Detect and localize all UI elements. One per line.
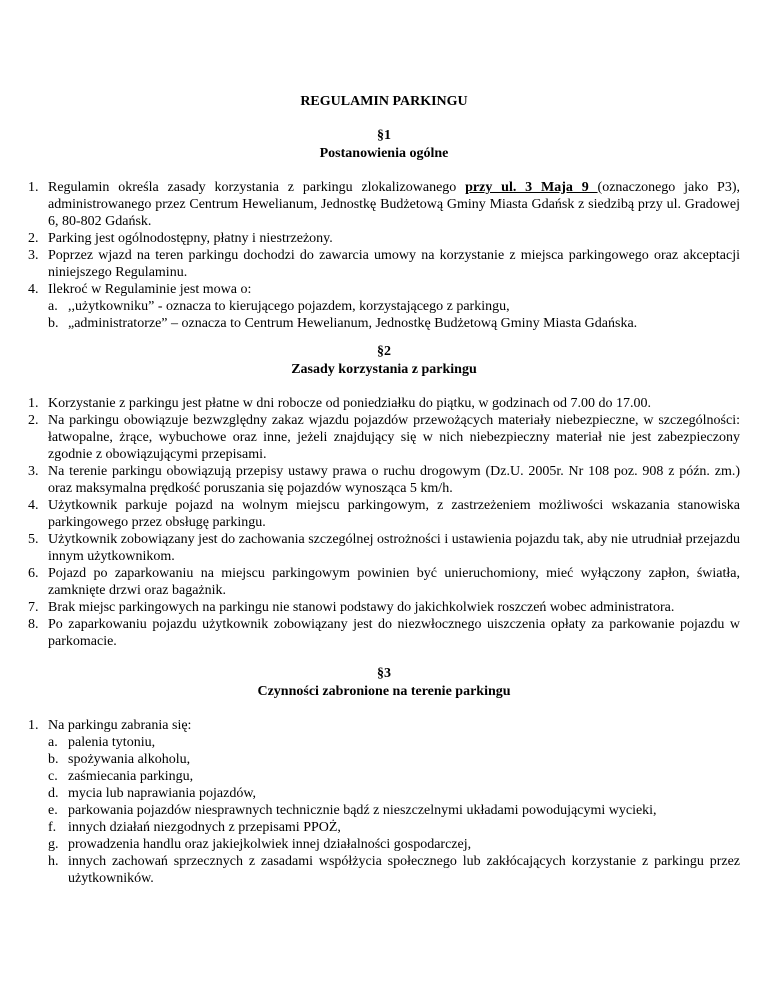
list-item <box>28 717 740 887</box>
list-item <box>28 599 740 616</box>
list-item <box>28 395 740 412</box>
item-marker: c. <box>48 769 58 784</box>
item-marker: 1. <box>28 718 39 733</box>
item-text: Ilekroć w Regulaminie jest mowa o: <box>48 282 252 297</box>
item-text: spożywania alkoholu, <box>68 752 191 767</box>
list-item <box>28 412 740 463</box>
item-text: zaśmiecania parkingu, <box>68 769 194 784</box>
item-marker: b. <box>48 752 59 767</box>
sub-list <box>48 734 740 887</box>
item-marker: 1. <box>28 396 39 411</box>
item-text: Użytkownik zobowiązany jest do zachowania szczególnej ostrożności i ustawienia pojazdu tak, aby nie utrudniał przejazdu innym użytkownikom. <box>48 532 740 564</box>
sub-list-item <box>48 751 740 768</box>
item-text: „administratorze” – oznacza to Centrum Hewelianum, Jednostkę Budżetową Gminy Miasta Gdańska. <box>68 316 638 331</box>
sub-list-item <box>48 785 740 802</box>
list-item <box>28 565 740 599</box>
sub-list-item <box>48 768 740 785</box>
sub-list-item <box>48 734 740 751</box>
section-2 <box>28 343 740 650</box>
item-marker: 8. <box>28 617 39 632</box>
item-marker: 7. <box>28 600 39 615</box>
item-marker: d. <box>48 786 59 801</box>
item-text: Po zaparkowaniu pojazdu użytkownik zobowiązany jest do niezwłocznego uiszczenia opłaty za parkowanie pojazdu w parkomacie. <box>48 617 740 649</box>
item-text: palenia tytoniu, <box>68 735 156 750</box>
item-text: Użytkownik parkuje pojazd na wolnym miejscu parkingowym, z zastrzeżeniem możliwości wskazania stanowiska parkingowego przez obsługę parkingu. <box>48 498 740 530</box>
item-text: innych działań niezgodnych z przepisami PPOŻ, <box>68 820 341 835</box>
item-marker: 2. <box>28 413 39 428</box>
item-text: mycia lub naprawiania pojazdów, <box>68 786 257 801</box>
section-heading <box>28 665 740 700</box>
item-text: Parking jest ogólnodostępny, płatny i niestrzeżony. <box>48 231 333 246</box>
item-text: Poprzez wjazd na teren parkingu dochodzi do zawarcia umowy na korzystanie z miejsca parkingowego oraz akceptacji niniejszego Regulaminu. <box>48 248 740 280</box>
item-marker: 4. <box>28 282 39 297</box>
section-title: Zasady korzystania z parkingu <box>291 362 477 377</box>
item-text: Na parkingu zabrania się: <box>48 718 192 733</box>
section-number: §1 <box>377 128 391 143</box>
item-marker: b. <box>48 316 59 331</box>
item-text: Na terenie parkingu obowiązują przepisy ustawy prawa o ruchu drogowym (Dz.U. 2005r. Nr 108 poz. 908 z późn. zm.) oraz maksymalna prędkość poruszania się pojazdów wynosząca 5 km/h. <box>48 464 740 496</box>
item-marker: 3. <box>28 464 39 479</box>
sub-list <box>48 298 740 332</box>
section-number: §2 <box>377 344 391 359</box>
section-3 <box>28 665 740 887</box>
section-heading <box>28 343 740 378</box>
item-text: (oznaczonego jako P3), administrowanego przez Centrum Hewelianum, Jednostkę Budżetową Gminy Miasta Gdańsk z siedzibą przy ul. Gradowej 6, 80-802 Gdańsk. <box>48 180 740 229</box>
item-text: Regulamin określa zasady korzystania z parkingu zlokalizowanego <box>48 180 466 195</box>
item-text: Brak miejsc parkingowych na parkingu nie stanowi podstawy do jakichkolwiek roszczeń wobec administratora. <box>48 600 675 615</box>
sub-list-item <box>48 836 740 853</box>
document-title: REGULAMIN PARKINGU <box>300 94 468 109</box>
section-1-list <box>28 179 740 332</box>
item-marker: 2. <box>28 231 39 246</box>
item-text: parkowania pojazdów niesprawnych technicznie bądź z nieszczelnymi układami powodującymi wycieki, <box>68 803 657 818</box>
item-text: prowadzenia handlu oraz jakiejkolwiek innej działalności gospodarczej, <box>68 837 472 852</box>
item-text: ,,użytkowniku” - oznacza to kierującego pojazdem, korzystającego z parkingu, <box>68 299 510 314</box>
section-title: Czynności zabronione na terenie parkingu <box>257 684 511 699</box>
item-marker: 1. <box>28 180 39 195</box>
item-text: Na parkingu obowiązuje bezwzględny zakaz wjazdu pojazdów przewożących materiały niebezpieczne, w szczególności: łatwopalne, żrące, wybuchowe oraz inne, jeżeli znajdujący się w nich niebezpieczny materiał nie jest zabezpieczony zgodnie z obowiązującymi przepisami. <box>48 413 740 462</box>
sub-list-item <box>48 298 740 315</box>
list-item <box>28 247 740 281</box>
list-item <box>28 281 740 332</box>
section-1 <box>28 127 740 332</box>
list-item <box>28 230 740 247</box>
address-emphasis: przy ul. 3 Maja 9 <box>465 180 598 195</box>
section-number: §3 <box>377 666 391 681</box>
section-3-list <box>28 717 740 887</box>
list-item <box>28 531 740 565</box>
item-marker: a. <box>48 735 58 750</box>
item-text: innych zachowań sprzecznych z zasadami współżycia społecznego lub zakłócających korzystanie z parkingu przez użytkowników. <box>68 854 740 886</box>
item-text: Korzystanie z parkingu jest płatne w dni robocze od poniedziałku do piątku, w godzinach od 7.00 do 17.00. <box>48 396 652 411</box>
section-title: Postanowienia ogólne <box>319 146 449 161</box>
list-item <box>28 616 740 650</box>
item-marker: 5. <box>28 532 39 547</box>
item-marker: 4. <box>28 498 39 513</box>
list-item <box>28 179 740 230</box>
item-marker: a. <box>48 299 58 314</box>
sub-list-item <box>48 853 740 887</box>
section-heading <box>28 127 740 162</box>
item-marker: 6. <box>28 566 39 581</box>
item-marker: g. <box>48 837 59 852</box>
section-2-list <box>28 395 740 650</box>
item-marker: e. <box>48 803 58 818</box>
sub-list-item <box>48 819 740 836</box>
item-marker: h. <box>48 854 59 869</box>
item-marker: 3. <box>28 248 39 263</box>
item-text: Pojazd po zaparkowaniu na miejscu parkingowym powinien być unieruchomiony, mieć wyłączony zapłon, światła, zamknięte drzwi oraz bagażnik. <box>48 566 740 598</box>
sub-list-item <box>48 802 740 819</box>
list-item <box>28 497 740 531</box>
sub-list-item <box>48 315 740 332</box>
item-marker: f. <box>48 820 57 835</box>
list-item <box>28 463 740 497</box>
